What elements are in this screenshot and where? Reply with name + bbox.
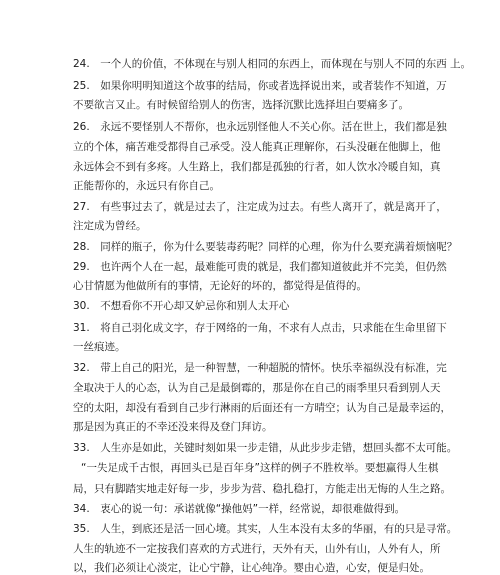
text-line: 一丝痕迹。 — [73, 341, 126, 353]
text-line: 局，只有脚踏实地走好每一步，步步为营、稳扎稳打，方能走出无悔的人生之路。 — [73, 483, 451, 495]
text-line: 立的个体，痛苦难受都得自己承受。没人能真正理解你，石头没砸在他脚上，他 — [73, 141, 441, 153]
text-line: 注定成为曾经。 — [73, 220, 147, 232]
text-line: 心甘情愿为他做所有的事情，无论好的坏的，都觉得是值得的。 — [73, 280, 367, 292]
text-line: 全取决于人的心态，认为自己是最倒霉的，那是你在自己的雨季里只看到别人天 — [73, 382, 441, 394]
text-line: 32. 带上自己的阳光，是一种智慧，一种超脱的情怀。快乐幸福纵没有标准，完 — [73, 362, 447, 374]
text-line: 以，我们必须让心淡定，让心宁静，让心纯净。婴由心造，心安，便是归处。 — [73, 562, 430, 574]
text-line: 33. 人生亦是如此，关键时刻如果一步走错，从此步步走错，想回头都不太可能。 — [73, 442, 458, 454]
text-line: 31. 将自己羽化成文字，存于网络的一角，不求有人点击，只求能在生命里留下 — [73, 322, 447, 334]
text-line: 27. 有些事过去了，就是过去了，注定成为过去。有些人离开了，就是离开了， — [73, 201, 447, 213]
text-line: 28. 同样的瓶子，你为什么要装毒药呢？同样的心理，你为什么要充满着烦恼呢？ — [73, 241, 458, 253]
text-line: 不要欲言又止。有时候留给别人的伤害，选择沉默比选择坦白要痛多了。 — [73, 99, 409, 111]
text-line: 人生的轨迹不一定按我们喜欢的方式进行，天外有天，山外有山，人外有人，所 — [73, 543, 441, 555]
text-line: 30. 不想看你不开心却又妒忌你和别人太开心 — [73, 300, 290, 312]
text-line: “一失足成千古恨，再回头已是百年身”这样的例子不胜枚举。要想赢得人生棋 — [81, 462, 439, 474]
text-line: 25. 如果你明明知道这个故事的结局，你或者选择说出来，或者装作不知道，万 — [73, 80, 447, 92]
text-line: 34. 衷心的说一句：承诺就像“操他妈”一样，经常说，却很难做得到。 — [73, 503, 406, 515]
text-line: 24. 一个人的价值，不体现在与别人相同的东西上，而体现在与别人不同的东西 上。 — [73, 58, 472, 70]
text-line: 29. 也许两个人在一起，最难能可贵的就是，我们都知道彼此并不完美，但仍然 — [73, 261, 447, 273]
text-line: 35. 人生，到底还是活一回心境。其实，人生本没有太多的华丽，有的只是寻常。 — [73, 523, 458, 535]
text-line: 永远体会不到有多疼。人生路上，我们都是孤独的行者，如人饮水冷暖自知，真 — [73, 161, 441, 173]
text-line: 空的太阳，却没有看到自己步行淋雨的后面还有一方晴空；认为自己是最幸运的， — [73, 402, 451, 414]
text-line: 那是因为真正的不幸还没来得及登门拜访。 — [73, 421, 273, 433]
text-line: 正能帮你的，永远只有你自己。 — [73, 180, 220, 192]
text-line: 26. 永远不要怪别人不帮你，也永远别怪他人不关心你。活在世上，我们都是独 — [73, 121, 447, 133]
